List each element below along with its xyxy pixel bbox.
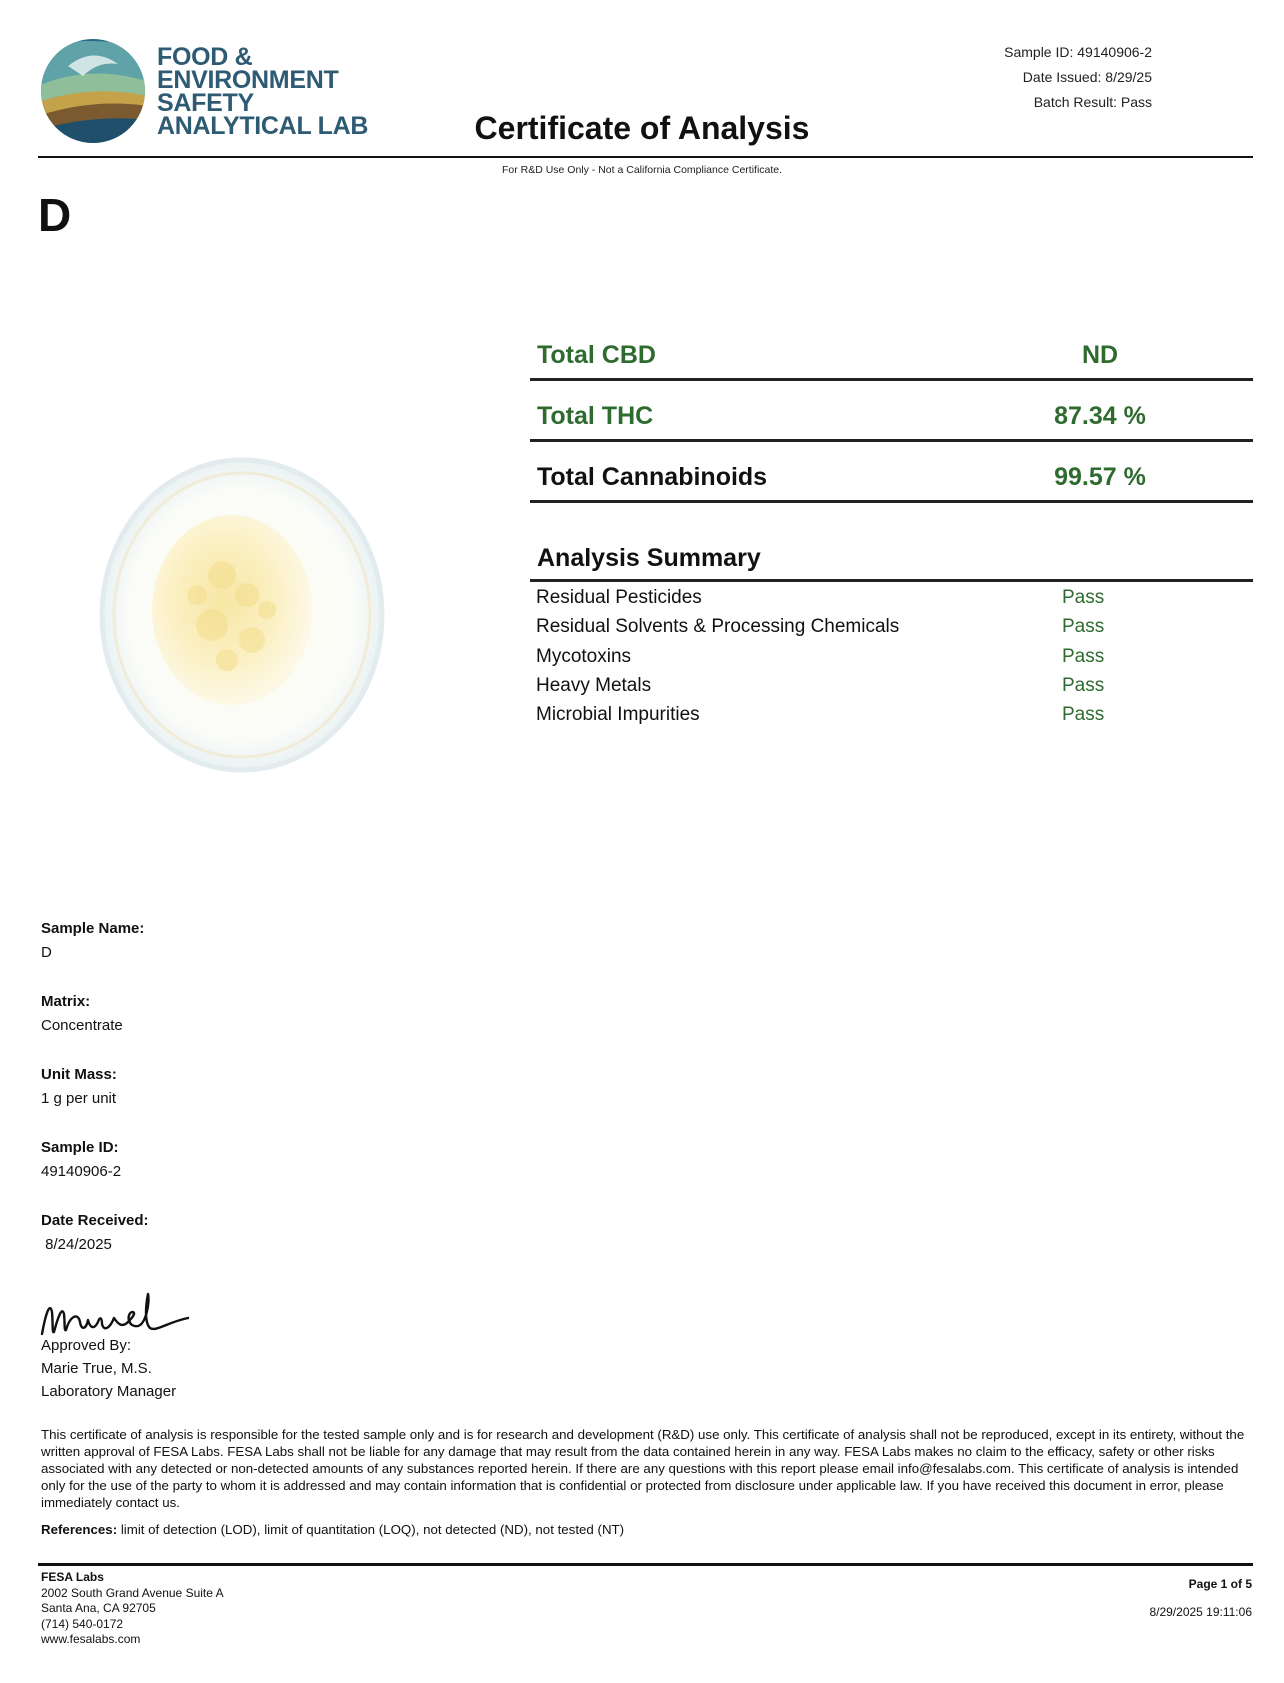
address-line-2: Santa Ana, CA 92705: [41, 1601, 156, 1615]
summary-result: Pass: [1062, 645, 1105, 667]
approved-by-label: Approved By:: [41, 1337, 132, 1354]
lab-name: FOOD & ENVIRONMENT SAFETY ANALYTICAL LAB: [157, 43, 369, 140]
total-thc-row: [530, 381, 1253, 442]
footer-page-info: [1149, 1570, 1252, 1626]
total-cannabinoids-label: Total Cannabinoids: [537, 463, 768, 491]
report-meta: [1004, 40, 1152, 115]
summary-row: [536, 671, 1236, 700]
field-value: 8/24/2025: [41, 1236, 112, 1253]
website: www.fesalabs.com: [41, 1632, 141, 1646]
date-issued: Date Issued: 8/29/25: [1022, 69, 1152, 85]
field-label: Matrix:: [41, 993, 91, 1010]
sample-name-field: [41, 918, 149, 991]
summary-result: Pass: [1062, 674, 1105, 696]
sample-photo: [92, 455, 392, 780]
print-timestamp: 8/29/2025 19:11:06: [1149, 1605, 1252, 1619]
batch-result: Batch Result: Pass: [1033, 94, 1152, 110]
total-cbd-label: Total CBD: [537, 341, 656, 369]
header-divider: [38, 156, 1253, 158]
signature: [38, 1282, 198, 1342]
page-title: Certificate of Analysis: [474, 110, 810, 146]
total-cannabinoids-value: 99.57 %: [1054, 463, 1146, 491]
total-thc-label: Total THC: [537, 402, 654, 430]
disclaimer: This certificate of analysis is responsible for the tested sample only and is for research and development (R&D) use only. This certificate of analysis shall not be reproduced, except in its entirety, without the written approval of FESA Labs. FESA Labs shall not be liable for any damage that may result from the data contained herein in any way. FESA Labs makes no claim to the efficacy, safety or other risks associated with any detected or non-detected amounts of any substances reported herein. If there are any questions with this report please email info@fesalabs.com. This certificate of analysis is intended only for the use of the party to whom it is addressed and may contain information that is confidential or protected from disclosure under applicable law. If you have received this document in error, please immediately contact us.: [41, 1427, 1245, 1510]
summary-result: Pass: [1062, 616, 1105, 638]
total-cannabinoids-row: [530, 442, 1253, 503]
field-value: Concentrate: [41, 1017, 123, 1034]
page-number: Page 1 of 5: [1188, 1577, 1252, 1591]
field-label: Sample Name:: [41, 920, 145, 937]
summary-label: Mycotoxins: [536, 645, 632, 667]
summary-row: [536, 583, 1236, 612]
summary-row: [536, 642, 1236, 671]
footer-address: [41, 1570, 224, 1648]
total-thc-value: 87.34 %: [1054, 402, 1146, 430]
approver-name: Marie True, M.S.: [41, 1360, 152, 1377]
phone: (714) 540-0172: [41, 1616, 124, 1631]
analysis-summary-title: Analysis Summary: [537, 544, 761, 572]
sample-letter: D: [38, 189, 72, 241]
footer-divider: [38, 1563, 1253, 1566]
field-label: Sample ID:: [41, 1139, 119, 1156]
address-line-1: 2002 South Grand Avenue Suite A: [41, 1585, 224, 1600]
summary-row: [536, 700, 1236, 729]
matrix-field: [41, 991, 149, 1064]
approver-role: Laboratory Manager: [41, 1383, 177, 1400]
field-value: 1 g per unit: [41, 1090, 117, 1107]
unit-mass-field: [41, 1064, 149, 1137]
field-label: Date Received:: [41, 1212, 149, 1229]
field-label: Unit Mass:: [41, 1066, 117, 1083]
summary-result: Pass: [1062, 587, 1105, 608]
references-text: limit of detection (LOD), limit of quantitation (LOQ), not detected (ND), not tested (NT): [117, 1522, 625, 1537]
sample-info: [41, 918, 149, 1283]
summary-label: Residual Solvents & Processing Chemicals: [536, 616, 900, 638]
sample-id-field: [41, 1137, 149, 1210]
summary-label: Heavy Metals: [536, 674, 652, 696]
summary-result: Pass: [1062, 704, 1105, 726]
summary-divider: [530, 579, 1253, 582]
sample-id-header: Sample ID: 49140906-2: [1004, 44, 1152, 60]
field-value: 49140906-2: [41, 1163, 122, 1180]
rd-notice: For R&D Use Only - Not a California Compliance Certificate.: [501, 164, 783, 176]
date-received-field: [41, 1210, 149, 1283]
analysis-summary-list: [536, 583, 1236, 729]
summary-row: [536, 612, 1236, 641]
summary-label: Microbial Impurities: [536, 704, 700, 726]
total-cbd-value: ND: [1081, 341, 1119, 369]
references-label: References:: [41, 1522, 118, 1537]
company-name: FESA Labs: [41, 1570, 104, 1584]
total-cbd-row: [530, 320, 1253, 381]
references: [41, 1522, 624, 1537]
field-value: D: [41, 944, 52, 961]
summary-label: Residual Pesticides: [536, 587, 702, 608]
approval: [41, 1334, 176, 1403]
